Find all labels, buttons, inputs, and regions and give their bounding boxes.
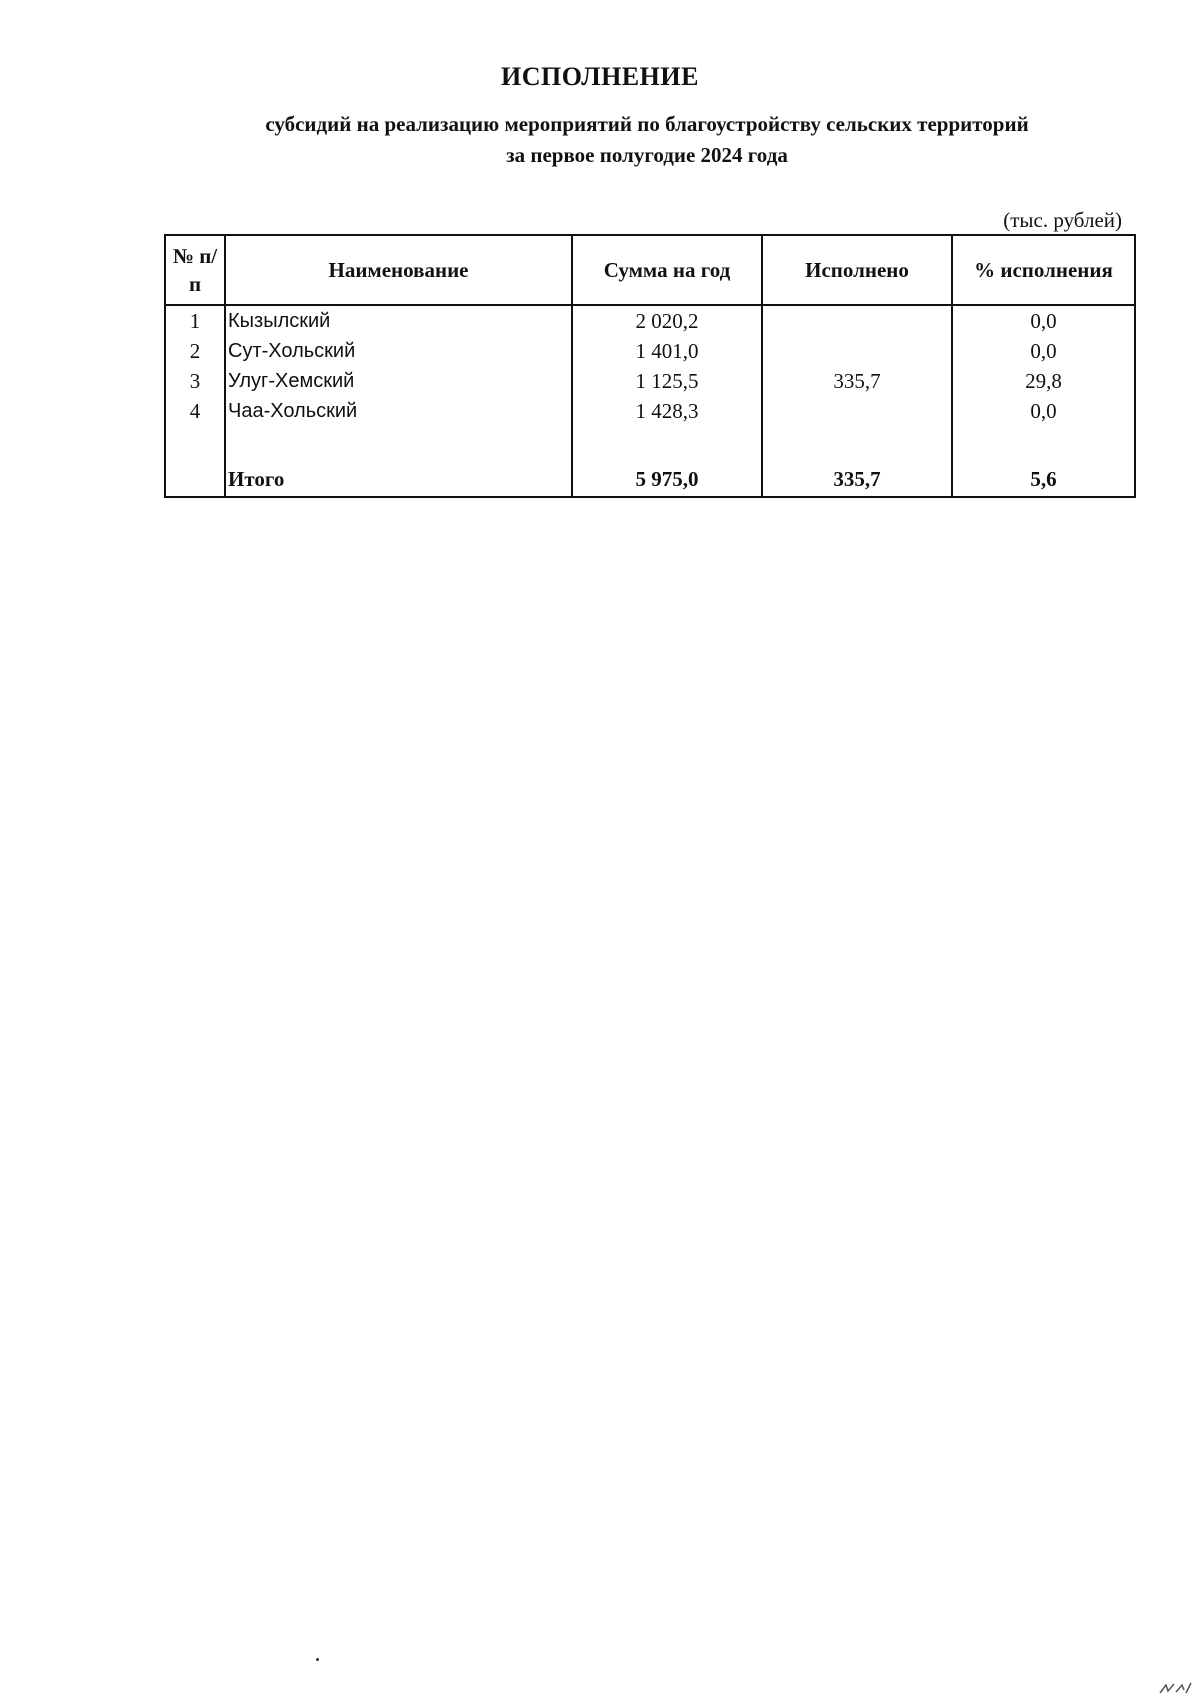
row-name: Сут-Хольский: [225, 336, 572, 366]
table-row: [165, 396, 1135, 426]
row-annual: 1 428,3: [572, 396, 762, 426]
scan-dot-mark: [316, 1658, 319, 1661]
table-header-row: [165, 235, 1135, 305]
row-name: Улуг-Хемский: [225, 366, 572, 396]
document-subtitle: субсидий на реализацию мероприятий по благоустройству сельских территорий: [265, 112, 1029, 136]
row-annual: 2 020,2: [572, 305, 762, 336]
table-spacer-row: [165, 426, 1135, 462]
row-executed: [762, 336, 952, 366]
units-label: (тыс. рублей): [1003, 208, 1122, 232]
document-period: за первое полугодие 2024 года: [506, 143, 788, 167]
row-executed: 335,7: [762, 366, 952, 396]
row-name: Чаа-Хольский: [225, 396, 572, 426]
row-annual: 1 401,0: [572, 336, 762, 366]
table-row: [165, 336, 1135, 366]
row-percent: 29,8: [952, 366, 1135, 396]
total-executed: 335,7: [762, 462, 952, 497]
execution-table: [164, 234, 1136, 498]
header-percent: % исполнения: [952, 235, 1135, 305]
table-row: [165, 305, 1135, 336]
header-num: № п/п: [165, 235, 225, 305]
document-title: ИСПОЛНЕНИЕ: [501, 62, 699, 91]
row-percent: 0,0: [952, 396, 1135, 426]
row-num: 4: [165, 396, 225, 426]
total-annual: 5 975,0: [572, 462, 762, 497]
row-executed: [762, 305, 952, 336]
total-percent: 5,6: [952, 462, 1135, 497]
row-executed: [762, 396, 952, 426]
header-name: Наименование: [225, 235, 572, 305]
row-name: Кызылский: [225, 305, 572, 336]
row-annual: 1 125,5: [572, 366, 762, 396]
row-percent: 0,0: [952, 305, 1135, 336]
total-label: Итого: [225, 462, 572, 497]
execution-table-container: [164, 234, 1134, 498]
row-num: 2: [165, 336, 225, 366]
total-num: [165, 462, 225, 497]
table-row: [165, 366, 1135, 396]
row-percent: 0,0: [952, 336, 1135, 366]
row-num: 1: [165, 305, 225, 336]
handwritten-mark-icon: [1158, 1681, 1194, 1695]
header-executed: Исполнено: [762, 235, 952, 305]
header-annual: Сумма на год: [572, 235, 762, 305]
row-num: 3: [165, 366, 225, 396]
table-total-row: [165, 462, 1135, 497]
